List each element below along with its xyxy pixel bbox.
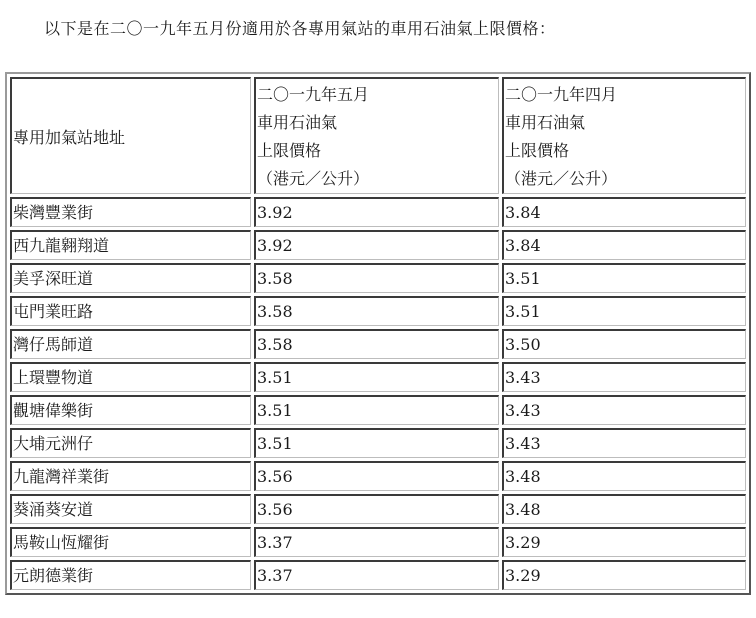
address-cell: 元朗德業街 (10, 560, 251, 590)
april-price-cell: 3.84 (502, 197, 746, 227)
april-price-cell: 3.50 (502, 329, 746, 359)
header-may-price (254, 77, 499, 194)
april-price-cell: 3.84 (502, 230, 746, 260)
may-price-cell: 3.51 (254, 428, 499, 458)
table-row (10, 296, 746, 326)
lpg-price-table (5, 72, 751, 595)
header-april-line: 車用石油氣 (505, 113, 586, 132)
table-row (10, 461, 746, 491)
address-cell: 葵涌葵安道 (10, 494, 251, 524)
may-price-cell: 3.56 (254, 494, 499, 524)
table-row (10, 263, 746, 293)
may-price-cell: 3.56 (254, 461, 499, 491)
table-row (10, 494, 746, 524)
header-april-line: 二〇一九年四月 (505, 85, 618, 104)
header-address (10, 77, 251, 194)
intro-text: 以下是在二〇一九年五月份適用於各專用氣站的車用石油氣上限價格： (44, 19, 556, 38)
address-cell: 上環豐物道 (10, 362, 251, 392)
april-price-cell: 3.43 (502, 428, 746, 458)
april-price-cell: 3.43 (502, 395, 746, 425)
table-row (10, 428, 746, 458)
april-price-cell: 3.51 (502, 263, 746, 293)
header-may-line: 車用石油氣 (257, 113, 338, 132)
header-april-price (502, 77, 746, 194)
header-april-line: （港元／公升） (505, 169, 618, 188)
may-price-cell: 3.51 (254, 395, 499, 425)
table-row (10, 395, 746, 425)
address-cell: 西九龍翱翔道 (10, 230, 251, 260)
header-april-line: 上限價格 (505, 141, 570, 160)
table-row (10, 329, 746, 359)
table-row (10, 230, 746, 260)
address-cell: 屯門業旺路 (10, 296, 251, 326)
april-price-cell: 3.48 (502, 461, 746, 491)
address-cell: 馬鞍山恆耀街 (10, 527, 251, 557)
header-may-line: 二〇一九年五月 (257, 85, 370, 104)
april-price-cell: 3.51 (502, 296, 746, 326)
address-cell: 灣仔馬師道 (10, 329, 251, 359)
may-price-cell: 3.37 (254, 560, 499, 590)
april-price-cell: 3.29 (502, 560, 746, 590)
may-price-cell: 3.58 (254, 263, 499, 293)
address-cell: 柴灣豐業街 (10, 197, 251, 227)
address-cell: 觀塘偉樂街 (10, 395, 251, 425)
header-may-line: 上限價格 (257, 141, 322, 160)
may-price-cell: 3.92 (254, 230, 499, 260)
address-cell: 美孚深旺道 (10, 263, 251, 293)
address-cell: 九龍灣祥業街 (10, 461, 251, 491)
table-row (10, 362, 746, 392)
april-price-cell: 3.29 (502, 527, 746, 557)
table-row (10, 197, 746, 227)
may-price-cell: 3.58 (254, 329, 499, 359)
may-price-cell: 3.51 (254, 362, 499, 392)
april-price-cell: 3.48 (502, 494, 746, 524)
table-body (10, 197, 746, 590)
may-price-cell: 3.92 (254, 197, 499, 227)
address-cell: 大埔元洲仔 (10, 428, 251, 458)
header-address-label: 專用加氣站地址 (13, 127, 126, 147)
table-row (10, 527, 746, 557)
header-may-line: （港元／公升） (257, 169, 370, 188)
april-price-cell: 3.43 (502, 362, 746, 392)
table-row (10, 560, 746, 590)
may-price-cell: 3.37 (254, 527, 499, 557)
table-header-row (10, 77, 746, 194)
may-price-cell: 3.58 (254, 296, 499, 326)
